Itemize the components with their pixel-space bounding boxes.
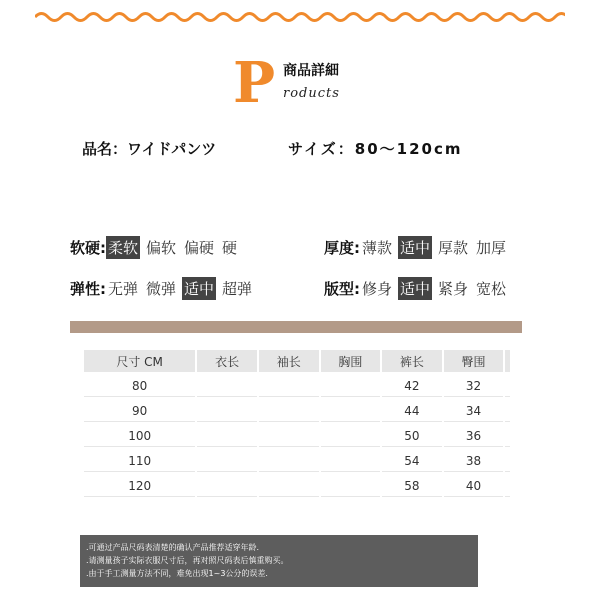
attr-option: 薄款 bbox=[362, 239, 393, 257]
table-cell: 40 bbox=[444, 476, 504, 497]
attr-label: 版型: bbox=[324, 280, 360, 298]
table-cell: 38 bbox=[444, 451, 504, 472]
table-cell: 80 bbox=[84, 376, 195, 397]
table-cell bbox=[321, 426, 381, 447]
table-row bbox=[84, 476, 510, 497]
table-row bbox=[84, 451, 510, 472]
table-cell: 50 bbox=[382, 426, 442, 447]
table-cell bbox=[321, 476, 381, 497]
table-row bbox=[84, 376, 510, 397]
table-cell bbox=[259, 401, 319, 422]
table-cell bbox=[505, 376, 510, 397]
attr-softness bbox=[70, 236, 243, 259]
table-cell bbox=[197, 451, 257, 472]
section-title: 商品詳細 bbox=[283, 63, 339, 79]
table-cell bbox=[505, 426, 510, 447]
table-cell: 90 bbox=[84, 401, 195, 422]
attr-option: 紧身 bbox=[438, 280, 469, 298]
note-line: .由于手工测量方法不同，难免出现1~3公分的误差. bbox=[86, 569, 268, 578]
table-cell bbox=[197, 376, 257, 397]
attr-option: 偏硬 bbox=[184, 239, 215, 257]
table-cell bbox=[321, 451, 381, 472]
table-cell: 58 bbox=[382, 476, 442, 497]
table-cell: 32 bbox=[444, 376, 504, 397]
attr-option: 偏软 bbox=[146, 239, 177, 257]
attr-option-selected: 适中 bbox=[398, 277, 432, 300]
logo-letter: P bbox=[233, 50, 276, 116]
attr-label: 弹性: bbox=[70, 280, 106, 298]
attr-fit bbox=[324, 277, 512, 300]
table-cell: 34 bbox=[444, 401, 504, 422]
table-row bbox=[84, 426, 510, 447]
table-cell bbox=[505, 401, 510, 422]
attr-option: 厚款 bbox=[438, 239, 469, 257]
wave-border bbox=[35, 6, 565, 28]
table-cell bbox=[259, 476, 319, 497]
attr-option-selected: 柔软 bbox=[106, 236, 140, 259]
table-header-cell: 臀围 bbox=[444, 350, 504, 372]
table-header-cell bbox=[505, 350, 510, 372]
attr-option-selected: 适中 bbox=[398, 236, 432, 259]
section-subtitle: roducts bbox=[283, 86, 340, 101]
table-cell: 120 bbox=[84, 476, 195, 497]
attr-thickness bbox=[324, 236, 512, 259]
table-cell bbox=[197, 426, 257, 447]
note-line: .请测量孩子实际衣服尺寸后，再对照尺码表后慎重购买。 bbox=[86, 556, 289, 565]
attr-option: 超弹 bbox=[222, 280, 253, 298]
table-cell: 36 bbox=[444, 426, 504, 447]
table-cell bbox=[259, 426, 319, 447]
attr-label: 厚度: bbox=[324, 239, 360, 257]
attr-option: 微弹 bbox=[146, 280, 177, 298]
table-cell bbox=[197, 401, 257, 422]
table-header-cell: 衣长 bbox=[197, 350, 257, 372]
table-cell: 42 bbox=[382, 376, 442, 397]
table-cell bbox=[259, 376, 319, 397]
table-cell: 110 bbox=[84, 451, 195, 472]
table-row bbox=[84, 401, 510, 422]
notes-box bbox=[80, 535, 478, 587]
size-table bbox=[82, 346, 512, 501]
table-header-cell: 胸围 bbox=[321, 350, 381, 372]
attr-option-selected: 适中 bbox=[182, 277, 216, 300]
table-cell bbox=[505, 451, 510, 472]
table-cell bbox=[197, 476, 257, 497]
attr-option: 宽松 bbox=[476, 280, 507, 298]
table-header-cell: 裤长 bbox=[382, 350, 442, 372]
product-name: 品名：ワイドパンツ bbox=[82, 140, 217, 158]
table-header-cell: 尺寸 CM bbox=[84, 350, 195, 372]
product-size: サイズ：80～120cm bbox=[288, 140, 463, 158]
attr-elasticity bbox=[70, 277, 258, 300]
table-cell: 44 bbox=[382, 401, 442, 422]
attr-option: 硬 bbox=[222, 239, 238, 257]
table-cell bbox=[505, 476, 510, 497]
table-cell bbox=[321, 376, 381, 397]
attr-option: 修身 bbox=[362, 280, 393, 298]
table-header-cell: 袖长 bbox=[259, 350, 319, 372]
table-cell: 100 bbox=[84, 426, 195, 447]
table-cell: 54 bbox=[382, 451, 442, 472]
table-cell bbox=[321, 401, 381, 422]
attr-label: 软硬: bbox=[70, 239, 106, 257]
divider-bar bbox=[70, 321, 522, 333]
attr-option: 加厚 bbox=[476, 239, 507, 257]
table-cell bbox=[259, 451, 319, 472]
attr-option: 无弹 bbox=[108, 280, 139, 298]
note-line: .可通过产品尺码表清楚的确认产品推荐适穿年龄. bbox=[86, 543, 260, 552]
